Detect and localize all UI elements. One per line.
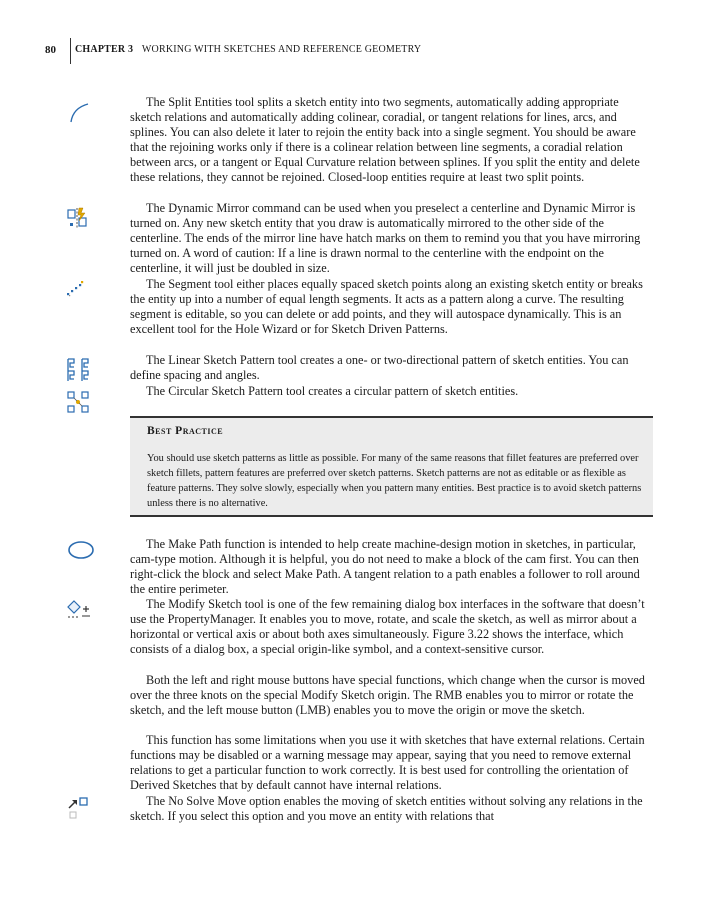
paragraph-linear-pattern: The Linear Sketch Pattern tool creates a one- or two-directional pattern of sketch entities. You can define spacing and angles.	[130, 353, 629, 383]
paragraph-no-solve-move: The No Solve Move option enables the moving of sketch entities without solving any relations in the sketch. If you select this option and you move an entity with relations that	[130, 794, 643, 824]
chapter-label: CHAPTER 3	[75, 44, 134, 55]
linear-sketch-pattern-icon	[66, 357, 94, 383]
paragraph-dynamic-mirror: The Dynamic Mirror command can be used when you preselect a centerline and Dynamic Mirror is turned on. Any new sketch entity that you draw is automatically mirrored to the other side of the centerline. The ends of the mirror line have hatch marks on them to remind you that you have mirroring turned on. A word of caution: If a line is drawn normal to the centerline with the endpoint on the centerline, it will just be doubled in size.	[130, 201, 641, 276]
best-practice-title: Best Practice	[147, 425, 224, 437]
page-number: 80	[45, 44, 56, 56]
paragraph-modify-sketch: The Modify Sketch tool is one of the few remaining dialog box interfaces in the software that doesn’t use the PropertyManager. It enables you to move, rotate, and scale the sketch, as well as mirror about a horizontal or vertical axis or about both axes simultaneously. Figure 3.22 shows the interface, which consists of a dialog box, a special origin-like symbol, and a context-sensitive cursor.	[130, 597, 645, 657]
make-path-icon	[66, 539, 96, 561]
modify-sketch-icon	[66, 599, 92, 621]
paragraph-circular-pattern: The Circular Sketch Pattern tool creates a circular pattern of sketch entities.	[146, 384, 519, 398]
chapter-title: WORKING WITH SKETCHES AND REFERENCE GEOMETRY	[141, 44, 422, 55]
header-divider	[70, 38, 71, 64]
paragraph-mouse-buttons: Both the left and right mouse buttons have special functions, which change when the cursor is moved over the three knots on the special Modify Sketch origin. The RMB enables you to mirror or rotate the sketch, and the left mouse button (LMB) enables you to move the origin or move the sketch.	[130, 673, 645, 718]
running-header	[0, 38, 717, 68]
dynamic-mirror-icon	[66, 206, 90, 230]
no-solve-move-icon	[66, 795, 94, 821]
paragraph-split-entities: The Split Entities tool splits a sketch entity into two segments, automatically adding appropriate sketch relations and automatically adding colinear, coradial, or tangent relations for lines, arcs, and splines. You can also delete it later to rejoin the entity back into a single segment. You should be aware that the rejoining works only if there is a colinear relation between line segments, a coradial relation between arcs, or a tangent or Equal Curvature relation between splines. If you split the entity and delete these relations, they cannot be rejoined. Closed-loop entities require at least two split points.	[130, 95, 640, 185]
paragraph-segment: The Segment tool either places equally spaced sketch points along an existing sketch entity or breaks the entity up into a number of equal length segments. It acts as a pattern along a curve. The resulting segment is editable, so you can delete or add points, and they will autospace dynamically. This is an excellent tool for the Hole Wizard or for Sketch Driven Patterns.	[130, 277, 643, 337]
chapter-heading	[75, 44, 421, 55]
paragraph-make-path: The Make Path function is intended to help create machine-design motion in sketches, in particular, cam-type motion. Although it is helpful, you do not need to make a block of the cam first. You can then right-click the block and select Make Path. A tangent relation to a path enables a follower to roll around the entire perimeter.	[130, 537, 640, 597]
best-practice-text: You should use sketch patterns as little as possible. For many of the same reasons that fillet features are preferred over sketch fillets, pattern features are preferred over sketch patterns. Sketch patterns are not as editable or as flexible as feature patterns. They solve slowly, especially when you pattern many entities. Best practice is to avoid sketch patterns unless there is no alternative.	[147, 453, 642, 509]
segment-icon	[66, 280, 86, 298]
split-entities-icon	[68, 102, 92, 124]
circular-sketch-pattern-icon	[66, 390, 90, 414]
paragraph-limitations: This function has some limitations when you use it with sketches that have external relations. Certain functions may be disabled or a warning message may appear, saying that you need to remove external relations to get a particular function to work correctly. It is best used for controlling the orientation of Derived Sketches that by default cannot have internal relations.	[130, 733, 645, 793]
best-practice-box	[130, 416, 653, 517]
